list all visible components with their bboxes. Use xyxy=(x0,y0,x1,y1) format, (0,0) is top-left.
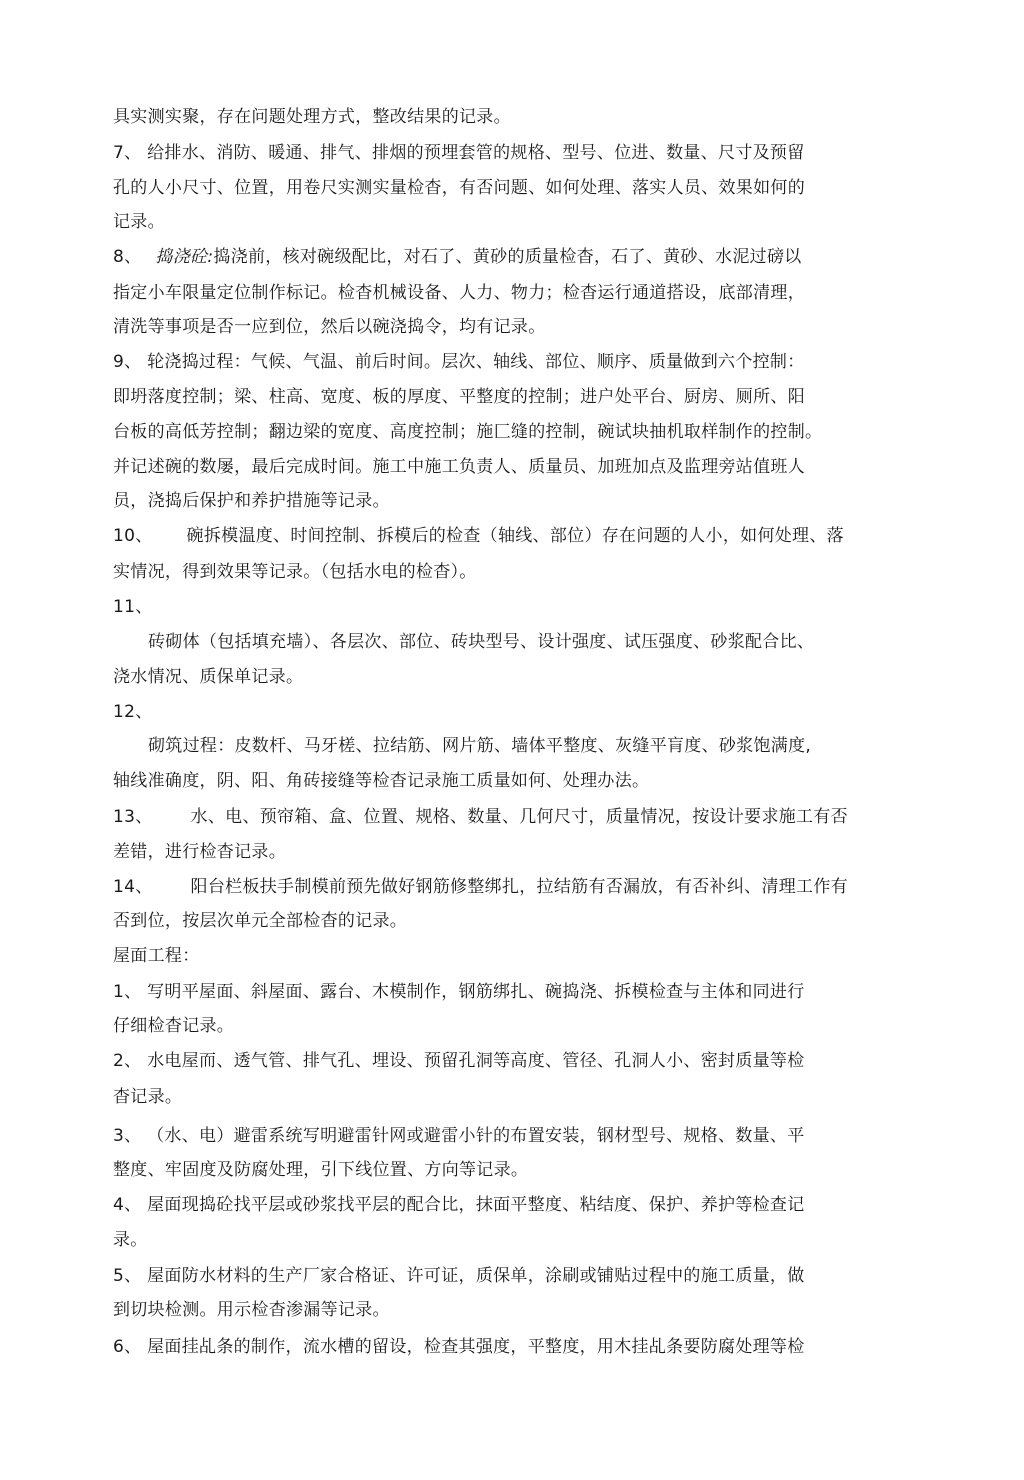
text-line: 整度、牢固度及防腐处理，引下线位置、方向等记录。 xyxy=(113,1160,529,1180)
item-text: 水、电、预帘箱、盒、位置、规格、数量、几何尺寸，质量情况，按设计要求施工有否 xyxy=(190,807,848,827)
text-line: 2、 水电屋而、透气管、排气孔、埋设、预留孔洞等高度、管径、孔洞人小、密封质量等检 xyxy=(113,1051,805,1071)
section-heading: 屋面工程： xyxy=(113,946,200,966)
text-line: 7、 给排水、消防、暖通、排气、排烟的预埋套管的规格、型号、位进、数量、尺寸及预留 xyxy=(113,143,805,163)
text-line: 5、 屋面防水材料的生产厂家合格证、许可证，质保单，涂刷或铺贴过程中的施工质量，做 xyxy=(113,1266,805,1286)
item-number: 10、 xyxy=(113,526,153,546)
text-line: 9、 轮浇捣过程：气候、气温、前后时间。层次、轴线、部位、顺序、质量做到六个控制： xyxy=(113,352,805,372)
text-line: 4、 屋面现捣砼找平层或砂浆找平层的配合比，抹面平整度、粘结度、保护、养护等检查记 xyxy=(113,1195,805,1215)
text-line: 实情况，得到效果等记录。（包括水电的检杳）。 xyxy=(113,562,477,582)
text-line: 砖砌体（包括填充墙）、各层次、部位、砖块型号、设计强度、试压强度、砂浆配合比、 xyxy=(148,632,815,652)
text-line: 并记述碗的数屡，最后完成时间。施工中施工负责人、质量员、加班加点及监理旁站值班人 xyxy=(113,457,805,477)
text-line xyxy=(113,246,802,268)
text-line: 杳记录。 xyxy=(113,1087,183,1107)
text-line: 台板的高低芳控制；翻边梁的宽度、高度控制；施匚缝的控制，碗试块抽机取样制作的控制。 xyxy=(113,422,823,442)
item-text: 阳台栏板扶手制模前预先做好钢筋修整绑扎，拉结筋有否漏放，有否补纠、清理工作有 xyxy=(190,877,848,897)
text-line: 差错，进行检杳记录。 xyxy=(113,842,286,862)
item-number: 14、 xyxy=(113,877,153,897)
text-line: 砌筑过程：皮数杆、马牙槎、拉结筋、网片筋、墙体平整度、灰缝平肓度、砂浆饱满度, xyxy=(148,736,812,756)
text-line: 具实测实聚，存在问题处理方式，整改结果的记录。 xyxy=(113,107,511,127)
text-line: 记录。 xyxy=(113,212,165,232)
item-text: 捣浇前，核对碗级配比，对石了、黄砂的质量检杳，石了、黄砂、水泥过磅以 xyxy=(213,247,802,267)
item-number: 12、 xyxy=(113,702,153,722)
text-line: 3、 （水、电）避雷系统写明避雷针网或避雷小针的布置安装，钢材型号、规格、数量、平 xyxy=(113,1126,805,1146)
item-number: 13、 xyxy=(113,807,153,827)
text-line: 到切块检测。用示检杳渗漏等记录。 xyxy=(113,1300,390,1320)
text-line: 否到位，按层次单元全部检杳的记录。 xyxy=(113,911,408,931)
text-line xyxy=(113,876,848,898)
text-line: 浇水情况、质保单记录。 xyxy=(113,667,304,687)
item-text: 碗拆模温度、时间控制、拆模后的检查（轴线、部位）存在问题的人小，如何处理、落 xyxy=(186,526,844,546)
text-line: 仔细检杳记录。 xyxy=(113,1016,235,1036)
item-heading: 捣浇砼: xyxy=(155,247,214,267)
text-line: 即坍落度控制；梁、柱高、宽度、板的厚度、平整度的控制；进户处平台、厨房、厕所、阳 xyxy=(113,387,805,407)
text-line: 员，浇捣后保护和养护措施等记录。 xyxy=(113,491,390,511)
text-line: 孔的人小尺寸、位置，用卷尺实测实量检杳，有否问题、如何处理、落实人员、效果如何的 xyxy=(113,178,805,198)
text-line: 清洗等事项是否一应到位，然后以碗浇捣令，均有记录。 xyxy=(113,317,546,337)
item-number: 11、 xyxy=(113,597,153,617)
text-line xyxy=(113,806,848,828)
text-line: 6、 屋面挂乩条的制作，流水槽的留设，检查其强度，平整度，用木挂乩条要防腐处理等检 xyxy=(113,1337,805,1357)
text-line: 1、 写明平屋面、斜屋面、露台、木模制作，钢筋绑扎、碗捣浇、拆模检查与主体和同进行 xyxy=(113,982,805,1002)
text-line: 指定小车限量定位制作标记。检杳机械设备、人力、物力；检杳运行通道搭设，底部清理， xyxy=(113,283,805,303)
item-number: 8、 xyxy=(113,247,142,267)
text-line xyxy=(113,525,844,547)
text-line: 轴线准确度，阴、阳、角砖接缝等检杳记录施工质量如何、处理办法。 xyxy=(113,771,650,791)
text-line: 录。 xyxy=(113,1230,148,1250)
